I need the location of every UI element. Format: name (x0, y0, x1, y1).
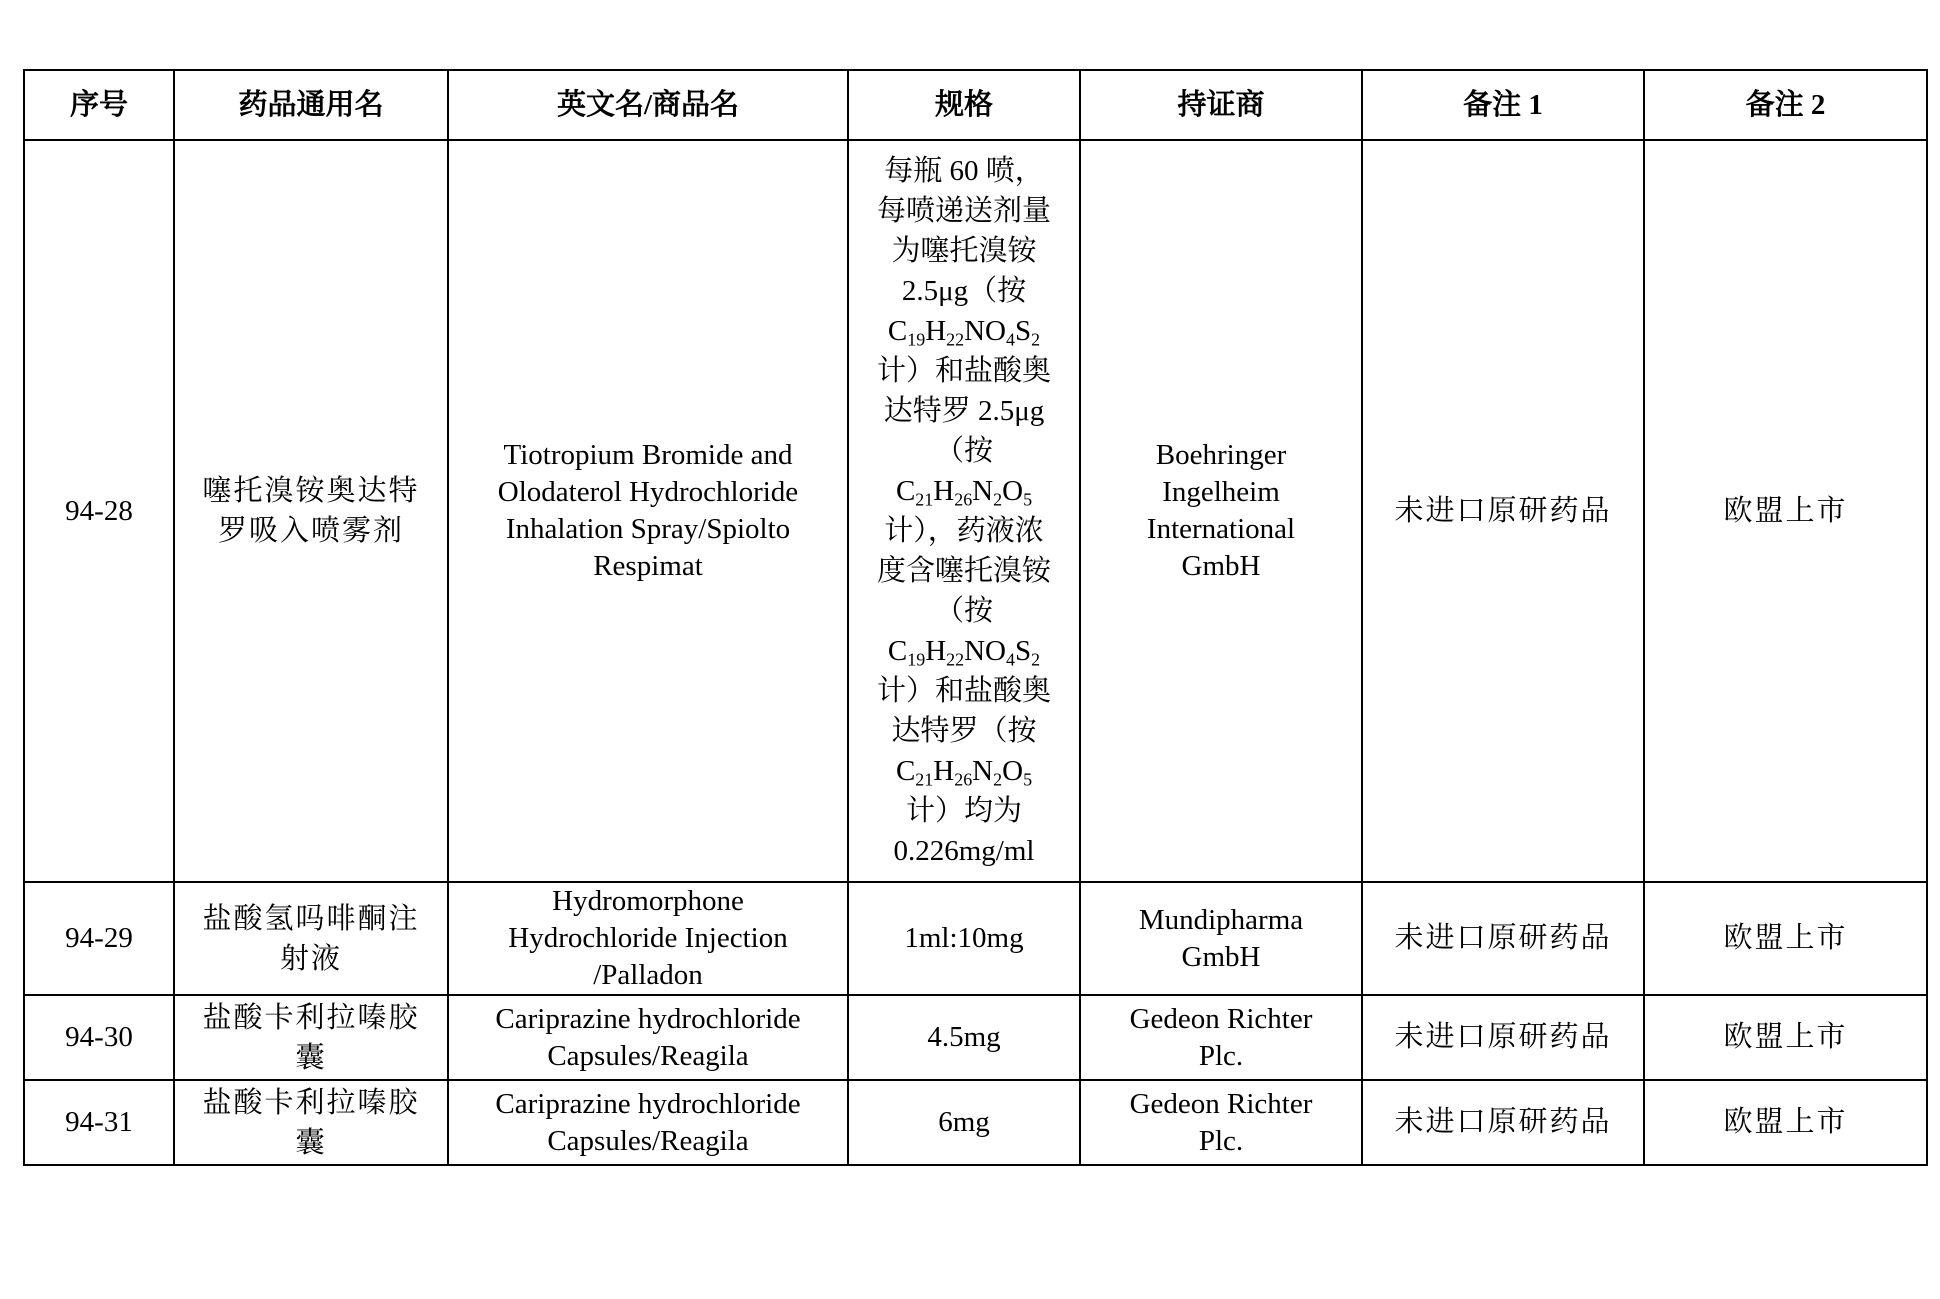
cell-serial: 94-30 (24, 995, 174, 1080)
cell-serial: 94-28 (24, 140, 174, 882)
holder-line: Plc. (1198, 1124, 1244, 1157)
cell-specification: 4.5mg (848, 995, 1080, 1080)
spec-line: 为噻托溴铵 (891, 235, 1037, 267)
english-line: Respimat (593, 550, 703, 582)
spec-line: 达特罗（按 (891, 715, 1037, 747)
cell-note-2: 欧盟上市 (1644, 882, 1927, 995)
header-note-1: 备注 1 (1362, 70, 1644, 140)
generic-line: 射液 (279, 942, 342, 975)
cell-serial: 94-31 (24, 1080, 174, 1165)
spec-line: 计），药液浓 (884, 515, 1044, 547)
spec-line: 达特罗 2.5μg (883, 395, 1045, 427)
cell-generic-name (174, 882, 448, 995)
cell-english-name (448, 995, 848, 1080)
table-row (24, 882, 1927, 995)
cell-note-2: 欧盟上市 (1644, 140, 1927, 882)
header-specification: 规格 (848, 70, 1080, 140)
english-line: Inhalation Spray/Spiolto (505, 513, 791, 545)
cell-note-1: 未进口原研药品 (1362, 1080, 1644, 1165)
english-line: Capsules/Reagila (547, 1124, 749, 1157)
cell-specification: 1ml:10mg (848, 882, 1080, 995)
spec-line: 度含噻托溴铵 (876, 555, 1051, 587)
header-english-trade-name: 英文名/商品名 (448, 70, 848, 140)
holder-line: Mundipharma (1138, 903, 1304, 936)
generic-line: 噻托溴铵奥达特 (202, 475, 420, 507)
english-line: Capsules/Reagila (547, 1039, 749, 1072)
spec-line: 计）和盐酸奥 (876, 355, 1051, 387)
cell-license-holder (1080, 882, 1362, 995)
cell-generic-name (174, 1080, 448, 1165)
english-line: Cariprazine hydrochloride (495, 1002, 801, 1035)
spec-line: 计）均为 (905, 795, 1022, 827)
spec-formula: $C_{19}H_{22}NO_4S_2$ (887, 635, 1041, 670)
cell-generic-name (174, 140, 448, 882)
english-line: Cariprazine hydrochloride (495, 1087, 801, 1120)
cell-note-1: 未进口原研药品 (1362, 882, 1644, 995)
cell-license-holder (1080, 140, 1362, 882)
spec-formula: $C_{19}H_{22}NO_4S_2$ (887, 315, 1041, 350)
table-row (24, 140, 1927, 882)
generic-line: 盐酸卡利拉嗪胶 (202, 1001, 420, 1034)
cell-note-2: 欧盟上市 (1644, 1080, 1927, 1165)
cell-specification: 6mg (848, 1080, 1080, 1165)
generic-line: 囊 (295, 1126, 327, 1159)
english-line: Tiotropium Bromide and (503, 439, 793, 471)
english-line: Hydrochloride Injection (508, 922, 788, 954)
cell-note-1: 未进口原研药品 (1362, 995, 1644, 1080)
holder-line: GmbH (1181, 940, 1261, 973)
cell-generic-name (174, 995, 448, 1080)
table-row (24, 1080, 1927, 1165)
holder-line: Ingelheim (1162, 476, 1280, 508)
generic-line: 盐酸氢吗啡酮注 (202, 902, 420, 935)
spec-line: 0.226mg/ml (893, 835, 1035, 867)
spec-formula: $C_{21}H_{26}N_2O_5$ (895, 475, 1033, 510)
cell-license-holder (1080, 995, 1362, 1080)
spec-formula: $C_{21}H_{26}N_2O_5$ (895, 755, 1033, 790)
spec-line: 2.5μg（按 (901, 275, 1027, 307)
english-line: Olodaterol Hydrochloride (497, 476, 799, 508)
spec-line: 计）和盐酸奥 (876, 675, 1051, 707)
holder-line: International (1146, 513, 1296, 545)
holder-line: Plc. (1198, 1039, 1244, 1072)
cell-english-name (448, 1080, 848, 1165)
english-line: /Palladon (593, 959, 703, 991)
header-serial: 序号 (24, 70, 174, 140)
spec-line: 每瓶 60 喷， (884, 155, 1044, 187)
holder-line: Gedeon Richter (1129, 1002, 1313, 1035)
generic-line: 囊 (295, 1041, 327, 1074)
cell-serial: 94-29 (24, 882, 174, 995)
cell-english-name (448, 140, 848, 882)
header-generic-name: 药品通用名 (174, 70, 448, 140)
drug-table (23, 69, 1928, 1166)
english-line: Hydromorphone (552, 885, 744, 917)
cell-specification (848, 140, 1080, 882)
cell-english-name (448, 882, 848, 995)
spec-line: （按 (934, 435, 993, 467)
spec-line: 每喷递送剂量 (876, 195, 1051, 227)
cell-note-1: 未进口原研药品 (1362, 140, 1644, 882)
cell-note-2: 欧盟上市 (1644, 995, 1927, 1080)
holder-line: GmbH (1181, 550, 1261, 582)
header-note-2: 备注 2 (1644, 70, 1927, 140)
generic-line: 罗吸入喷雾剂 (217, 515, 404, 547)
header-row (24, 70, 1927, 140)
holder-line: Boehringer (1155, 439, 1287, 471)
spec-line: （按 (934, 595, 993, 627)
cell-license-holder (1080, 1080, 1362, 1165)
holder-line: Gedeon Richter (1129, 1087, 1313, 1120)
header-license-holder: 持证商 (1080, 70, 1362, 140)
table-row (24, 995, 1927, 1080)
generic-line: 盐酸卡利拉嗪胶 (202, 1086, 420, 1119)
